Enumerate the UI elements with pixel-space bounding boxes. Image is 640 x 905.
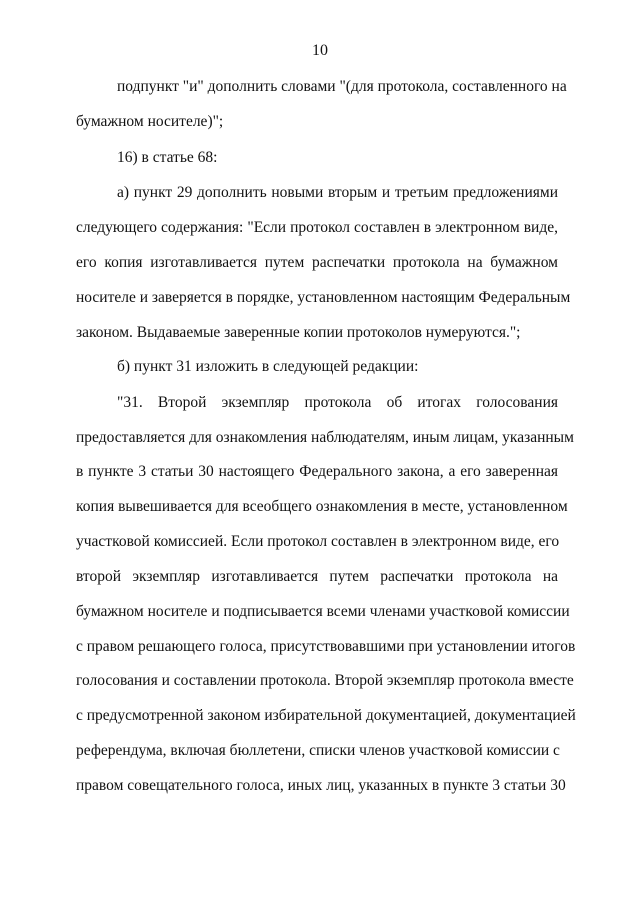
text-line: носителе и заверяется в порядке, установленном настоящим Федеральным bbox=[76, 289, 571, 306]
text-line: 16) в статье 68: bbox=[117, 149, 218, 166]
text-line: бумажном носителе)"; bbox=[76, 113, 224, 130]
text-line: копия вывешивается для всеобщего ознакомления в месте, установленном bbox=[76, 498, 568, 515]
text-line: подпункт "и" дополнить словами "(для протокола, составленного на bbox=[117, 78, 567, 95]
text-line: участковой комиссией. Если протокол составлен в электронном виде, его bbox=[76, 533, 560, 550]
text-line: б) пункт 31 изложить в следующей редакции: bbox=[117, 358, 419, 375]
text-line: "31. Второй экземпляр протокола об итогах голосования bbox=[117, 394, 558, 411]
text-line: а) пункт 29 дополнить новыми вторым и третьим предложениями bbox=[117, 184, 558, 201]
text-line: предоставляется для ознакомления наблюдателям, иным лицам, указанным bbox=[76, 429, 574, 446]
text-line: голосования и составлении протокола. Второй экземпляр протокола вместе bbox=[76, 672, 574, 689]
text-line: с правом решающего голоса, присутствовавшими при установлении итогов bbox=[76, 638, 576, 655]
page-number: 10 bbox=[312, 42, 328, 59]
text-line: референдума, включая бюллетени, списки членов участковой комиссии с bbox=[76, 742, 560, 759]
text-line: правом совещательного голоса, иных лиц, указанных в пункте 3 статьи 30 bbox=[76, 777, 566, 794]
text-line: следующего содержания: "Если протокол составлен в электронном виде, bbox=[76, 219, 558, 236]
text-line: законом. Выдаваемые заверенные копии протоколов нумеруются."; bbox=[76, 324, 521, 341]
text-line: второй экземпляр изготавливается путем распечатки протокола на bbox=[76, 568, 558, 585]
text-line: с предусмотренной законом избирательной документацией, документацией bbox=[76, 707, 576, 724]
text-line: его копия изготавливается путем распечатки протокола на бумажном bbox=[76, 254, 558, 271]
text-line: бумажном носителе и подписывается всеми членами участковой комиссии bbox=[76, 603, 570, 620]
text-line: в пункте 3 статьи 30 настоящего Федерального закона, а его заверенная bbox=[76, 463, 558, 480]
